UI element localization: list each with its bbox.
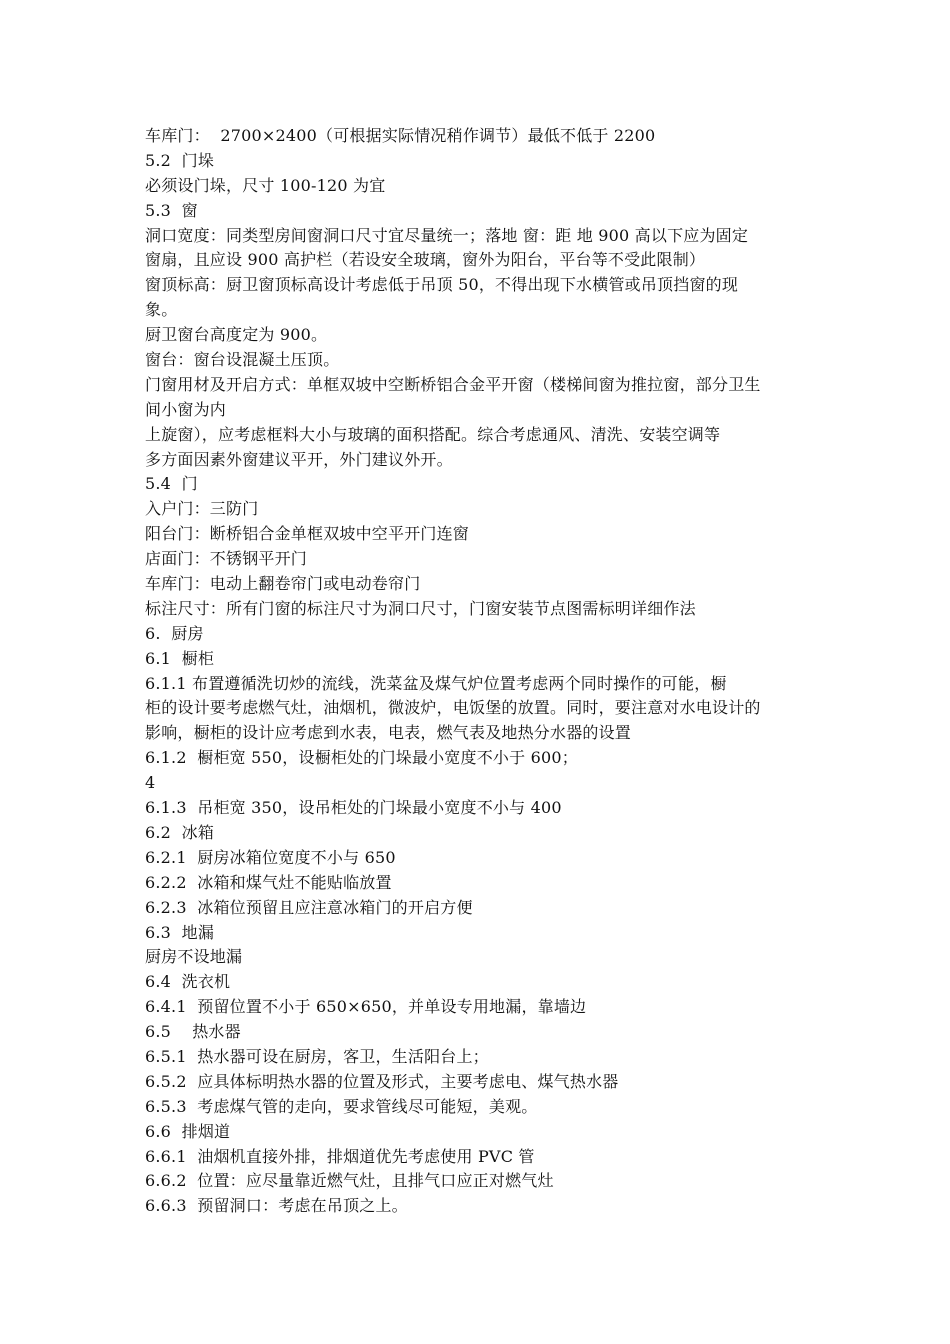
text-line: 6.2.2 冰箱和煤气灶不能贴临放置 <box>145 872 392 892</box>
text-line: 店面门：不锈钢平开门 <box>145 549 308 569</box>
page-number: 4 <box>145 773 156 793</box>
text-line: 6.1.1 布置遵循洗切炒的流线，洗菜盆及煤气炉位置考虑两个同时操作的可能，橱 <box>145 673 727 693</box>
section-heading: 6. 厨房 <box>145 623 204 643</box>
text-line: 间小窗为内 <box>145 399 227 419</box>
text-line: 上旋窗），应考虑框料大小与玻璃的面积搭配。综合考虑通风、清洗、安装空调等 <box>145 424 721 444</box>
text-line: 窗顶标高：厨卫窗顶标高设计考虑低于吊顶 50，不得出现下水横管或吊顶挡窗的现 <box>145 275 739 295</box>
text-line: 6.1.3 吊柜宽 350，设吊柜处的门垛最小宽度不小与 400 <box>145 798 562 818</box>
text-line: 窗台：窗台设混凝土压顶。 <box>145 350 340 370</box>
section-heading: 5.3 窗 <box>145 200 198 220</box>
section-heading: 6.5 热水器 <box>145 1022 241 1042</box>
text-line: 象。 <box>145 300 178 320</box>
text-line: 洞口宽度：同类型房间窗洞口尺寸宜尽量统一；落地 窗：距 地 900 高以下应为固定 <box>145 225 749 245</box>
text-line: 6.5.1 热水器可设在厨房，客卫，生活阳台上； <box>145 1046 489 1066</box>
section-heading: 6.2 冰箱 <box>145 822 215 842</box>
text-line: 6.1.2 橱柜宽 550，设橱柜处的门垛最小宽度不小于 600； <box>145 748 578 768</box>
text-line: 6.5.2 应具体标明热水器的位置及形式，主要考虑电、煤气热水器 <box>145 1071 619 1091</box>
text-line: 6.6.1 油烟机直接外排，排烟道优先考虑使用 PVC 管 <box>145 1146 535 1166</box>
text-line: 厨卫窗台高度定为 900。 <box>145 325 328 345</box>
text-line: 厨房不设地漏 <box>145 947 243 967</box>
text-line: 车库门：电动上翻卷帘门或电动卷帘门 <box>145 574 421 594</box>
text-line: 6.4.1 预留位置不小于 650×650，并单设专用地漏，靠墙边 <box>145 997 587 1017</box>
section-heading: 6.4 洗衣机 <box>145 972 231 992</box>
document-body <box>145 124 810 1219</box>
text-line: 门窗用材及开启方式：单框双坡中空断桥铝合金平开窗（楼梯间窗为推拉窗，部分卫生 <box>145 374 761 394</box>
section-heading: 6.6 排烟道 <box>145 1121 231 1141</box>
text-line: 必须设门垛，尺寸 100-120 为宜 <box>145 175 386 195</box>
text-line: 6.6.2 位置：应尽量靠近燃气灶，且排气口应正对燃气灶 <box>145 1171 554 1191</box>
text-line: 阳台门：断桥铝合金单框双坡中空平开门连窗 <box>145 524 470 544</box>
text-line: 柜的设计要考虑燃气灶，油烟机，微波炉，电饭堡的放置。同时，要注意对水电设计的 <box>145 698 761 718</box>
text-line: 标注尺寸：所有门窗的标注尺寸为洞口尺寸，门窗安装节点图需标明详细作法 <box>145 598 696 618</box>
text-line: 窗扇，且应设 900 高护栏（若设安全玻璃，窗外为阳台，平台等不受此限制） <box>145 250 706 270</box>
text-line: 6.6.3 预留洞口：考虑在吊顶之上。 <box>145 1196 408 1216</box>
text-line: 6.2.1 厨房冰箱位宽度不小与 650 <box>145 847 396 867</box>
text-line: 入户门：三防门 <box>145 499 259 519</box>
text-line: 6.2.3 冰箱位预留且应注意冰箱门的开启方便 <box>145 897 473 917</box>
section-heading: 5.2 门垛 <box>145 150 215 170</box>
section-heading: 5.4 门 <box>145 474 198 494</box>
text-line: 影响，橱柜的设计应考虑到水表，电表，燃气表及地热分水器的设置 <box>145 723 632 743</box>
text-line: 车库门： 2700×2400（可根据实际情况稍作调节）最低不低于 2200 <box>145 126 656 145</box>
section-heading: 6.1 橱柜 <box>145 648 215 668</box>
section-heading: 6.3 地漏 <box>145 922 215 942</box>
text-line: 6.5.3 考虑煤气管的走向，要求管线尽可能短，美观。 <box>145 1096 538 1116</box>
text-line: 多方面因素外窗建议平开，外门建议外开。 <box>145 449 453 469</box>
